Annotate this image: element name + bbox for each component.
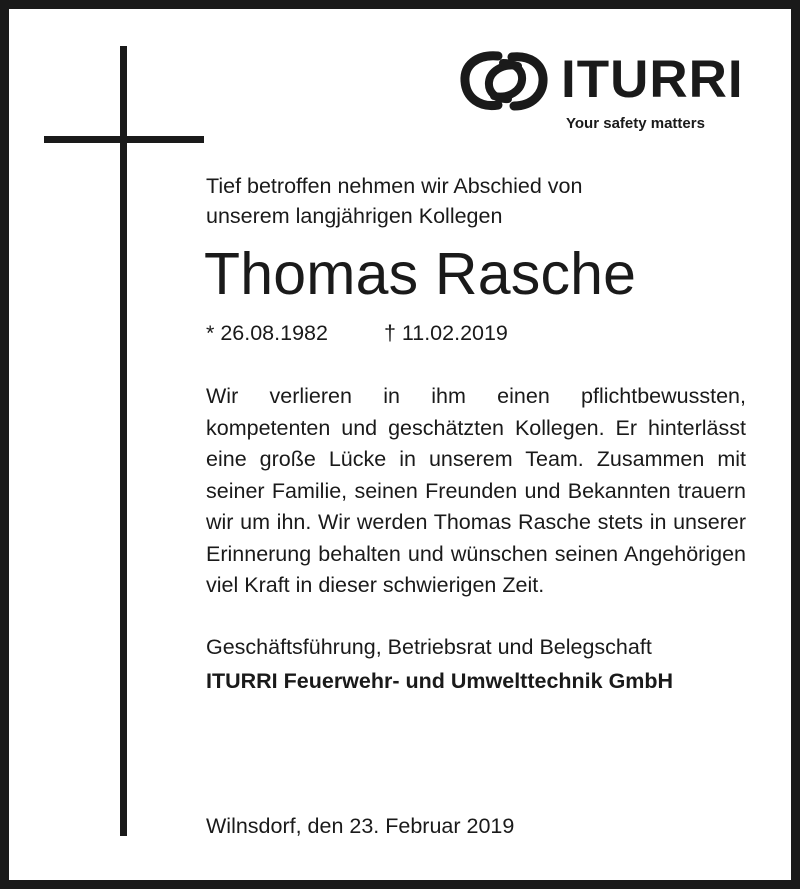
cross-horizontal-bar [44,136,204,143]
logo-tagline: Your safety matters [566,115,705,132]
cross-vertical-bar [120,46,127,836]
interlocking-rings-icon [458,48,554,114]
intro-line-1: Tief betroffen nehmen wir Abschied von [206,174,583,198]
logo-wordmark: ITURRI [561,50,744,109]
notice-body-text: Wir verlieren in ihm einen pflichtbewussten, kompetenten und geschätzten Kollegen. Er hinterlässt eine große Lücke in unserem Team. Zusammen mit seiner Familie, seinen Freunden und Bekannten trauern wir um ihn. Wir werden Thomas Rasche stets in unserer Erinnerung behalten und wünschen seinen Angehörigen viel Kraft in dieser schwierigen Zeit. [206,384,746,597]
notice-content [206,171,746,696]
company-logo [458,48,743,138]
signature-company: ITURRI Feuerwehr- und Umwelttechnik GmbH [206,668,674,693]
signature-line-1: Geschäftsführung, Betriebsrat und Belegschaft [206,634,652,659]
place-and-date: Wilnsdorf, den 23. Februar 2019 [206,814,515,838]
life-dates [206,319,746,347]
intro-line-2: unserem langjährigen Kollegen [206,204,503,228]
death-date: † 11.02.2019 [383,321,508,345]
deceased-name: Thomas Rasche [204,241,637,307]
birth-date: * 26.08.1982 [206,321,328,345]
